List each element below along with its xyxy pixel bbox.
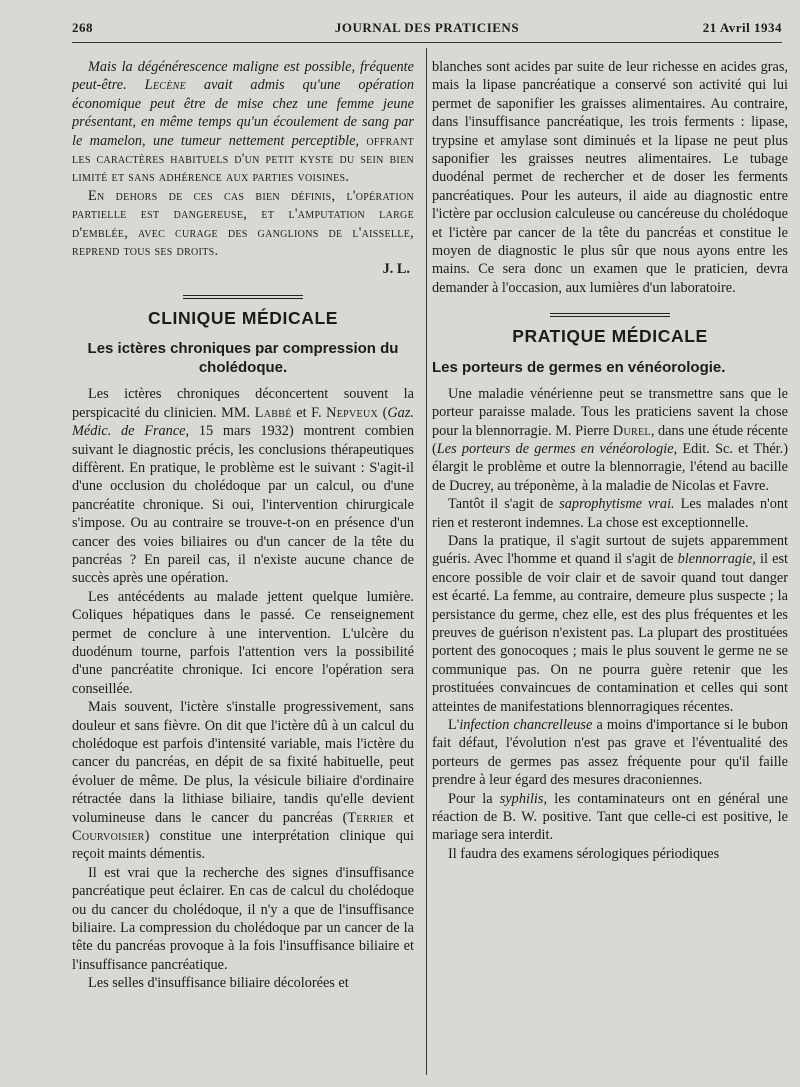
text-italic: blennorragie,: [677, 551, 756, 568]
text: , dans une étude récente (: [432, 422, 788, 457]
journal-ref: Gaz. Médic. de France,: [72, 404, 414, 440]
text-italic: avait admis qu'une opération économique peut être de mise chez une femme jeune présentant, en même temps qu'un écoulement de sang par le mamelon, une tumeur nettement perceptible,: [72, 77, 414, 149]
text: les contaminateurs ont en général une réaction de B. W. positive. Tant que celle-ci est positive, le mariage sera interdit.: [432, 790, 788, 844]
author-name: Nepveux: [326, 404, 378, 421]
section-title: CLINIQUE MÉDICALE: [147, 307, 339, 328]
text: Les malades n'ont rien et resteront indemnes. La chose est exceptionnelle.: [432, 496, 788, 531]
paragraph: Les antécédents au malade jettent quelque lumière. Coliques hépatiques dans le passé. Ce renseignement permet de conclure à une intervention. L'ulcère du duodénum tourne, parfois l'attention vers la possibilité d'une pancréatite chronique. Ici encore l'opération sera conseillée.: [72, 588, 414, 697]
text: Tantôt il s'agit de: [448, 496, 554, 513]
section-title: PRATIQUE MÉDICALE: [512, 326, 708, 347]
text: ) constitue une interprétation clinique qui reçoit maints démentis.: [72, 828, 414, 863]
paragraph: blanches sont acides par suite de leur richesse en acides gras, mais la lipase pancréatique a conservé son activité qui lui permet de saponifier les graisses alimentaires. Au contraire, dans l'insuffisance pancréatique, les trois ferments : lipase, trypsine et amylase sont diminués et la lipase ne peut plus saponifier les graisses neutres alimentaires. Le tubage duodénal permet de rechercher et de doser les ferments pancréatiques. Pour les auteurs, il aide au diagnostic entre l'ictère par occlusion calculeuse ou cancéreuse du cholédoque et l'ictère par cancer de la tête du pancréas et constitue le moyen de diagnostic le plus sûr que nous ayons entre les mains. Ce sera donc un examen que le praticien, devra demander à l'occasion, aux lumières d'un laboratoire.: [432, 59, 788, 296]
text: 15 mars 1932) montrent combien suivant le diagnostic précis, les conclusions thérapeutiques diffèrent. En pratique, le problème est le suivant : S'agit-il d'une occlusion du cholédoque par un calcul, ou d'une pancréatite chronique. Si oui, l'intervention chirurgicale s'impose. Ou au contraire se trouve-t-on en présence d'un cancer des voies biliaires ou d'un cancer de la tête du pancréas ? En pareil cas, il n'existe aucune chance de succès après une opération.: [72, 423, 414, 587]
paragraph: [432, 495, 788, 532]
paragraph: [432, 532, 788, 716]
text: Pour la: [448, 790, 493, 807]
author-name: Lecène: [144, 77, 186, 94]
text: L': [448, 717, 460, 733]
section-header: [432, 313, 788, 345]
paragraph: En dehors de ces cas bien définis, l'opération partielle est dangereuse, et l'amputation large d'emblée, avec curage des ganglions de l'aisselle, reprend tous ses droits.: [72, 187, 414, 260]
right-column: [432, 58, 788, 1078]
paragraph: Il faudra des examens sérologiques périodiques: [448, 845, 720, 862]
paragraph: [72, 58, 414, 187]
text: (: [382, 404, 388, 421]
header-rule: [72, 42, 782, 43]
running-header: [72, 20, 782, 42]
text: Une maladie vénérienne peut se transmettre sans que le porteur paraisse malade. Tous les praticiens savent la chose pour la blennorragie. M. Pierre: [432, 385, 788, 439]
author-name: Terrier: [347, 809, 394, 826]
author-name: Labbé: [254, 404, 292, 421]
author-name: Durel: [612, 422, 651, 439]
text: Dans la pratique, il s'agit surtout de sujets apparemment guéris. Avec l'homme et quand il s'agit de: [432, 532, 788, 568]
article-title: Les ictères chroniques par compression du cholédoque.: [87, 340, 399, 377]
paragraph: Les selles d'insuffisance biliaire décolorées et: [88, 975, 349, 992]
journal-title: JOURNAL DES PRATICIENS: [334, 20, 520, 35]
section-rule: [550, 313, 670, 317]
book-title: Les porteurs de germes en vénéorologie,: [436, 440, 678, 457]
text-italic: Mais la dégénérescence maligne est possible, fréquente peut-être.: [72, 59, 414, 94]
text-italic: syphilis,: [499, 790, 548, 807]
left-column: [72, 58, 414, 1078]
text: et: [403, 809, 414, 826]
text: il est encore possible de voir clair et de savoir quand tout danger est écarté. La femme, au contraire, demeure plus suspecte ; la persistance du germe, chez elle, est des plus fréquentes et les preuves de guérison n'existent pas. La plupart des prostituées portent des gonocoques ; mais le plus souvent le germe ne se communique pas. On ne pourra guère retenir que les prostituées convaincues de contamination et celles qui sont atteintes de manifestations blennorragiques récentes.: [432, 551, 788, 715]
text: Les ictères chroniques déconcertent souvent la perspicacité du clinicien. MM.: [72, 386, 414, 421]
paragraph: [432, 716, 788, 790]
paragraph: Il est vrai que la recherche des signes d'insuffisance pancréatique peut éclairer. En cas de calcul du cholédoque ou du cancer du cholédoque, il n'y a que de l'insuffisance biliaire. La compression du cholédoque par un cancer de la tête du pancréas provoque à la fois l'insuffisance biliaire et l'insuffisance pancréatique.: [72, 864, 414, 973]
column-divider: [426, 48, 427, 1075]
text-italic: saprophytisme vrai.: [559, 496, 675, 513]
text-smallcaps: offrant les caractères habituels d'un petit kyste du sein bien limité et sans adhérence aux parties voisines.: [72, 132, 414, 186]
text: Mais souvent, l'ictère s'installe progressivement, sans douleur et sans fièvre. On dit que l'ictère dû à un calcul du cholédoque est parfois d'intensité variable, mais l'ictère du cancer du pancréas, en dépit de sa fixité habituelle, peut évoluer de même. De plus, la vésicule biliaire d'ordinaire rétractée dans la lithiase biliaire, tandis qu'elle devient volumineuse dans le cancer du pancréas (: [72, 699, 414, 826]
page-number: 268: [72, 20, 93, 35]
text: et F.: [296, 404, 322, 421]
section-header: [72, 295, 414, 327]
paragraph: [432, 790, 788, 845]
author-name: Courvoisier: [72, 828, 145, 845]
text: Edit. Sc. et Thér.) élargit le problème et outre la blennorragie, l'étend au bacille de Ducrey, au tréponème, à la maladie de Nicolas et Favre.: [432, 440, 788, 494]
text: a moins d'importance si le bubon fait défaut, l'évolution n'est pas grave et l'éventualité des porteurs de germes pas assez fréquente pour qu'il faille prendre à leur égard des mesures draconiennes.: [432, 717, 788, 789]
paragraph: [432, 385, 788, 495]
text-italic: infection chancrelleuse: [459, 717, 593, 733]
paragraph: [72, 698, 414, 864]
article-title: Les porteurs de germes en vénéorologie.: [432, 358, 726, 376]
paragraph: [72, 385, 414, 587]
section-rule: [183, 295, 303, 299]
signature: J. L.: [382, 261, 410, 278]
issue-date: 21 Avril 1934: [702, 20, 782, 35]
